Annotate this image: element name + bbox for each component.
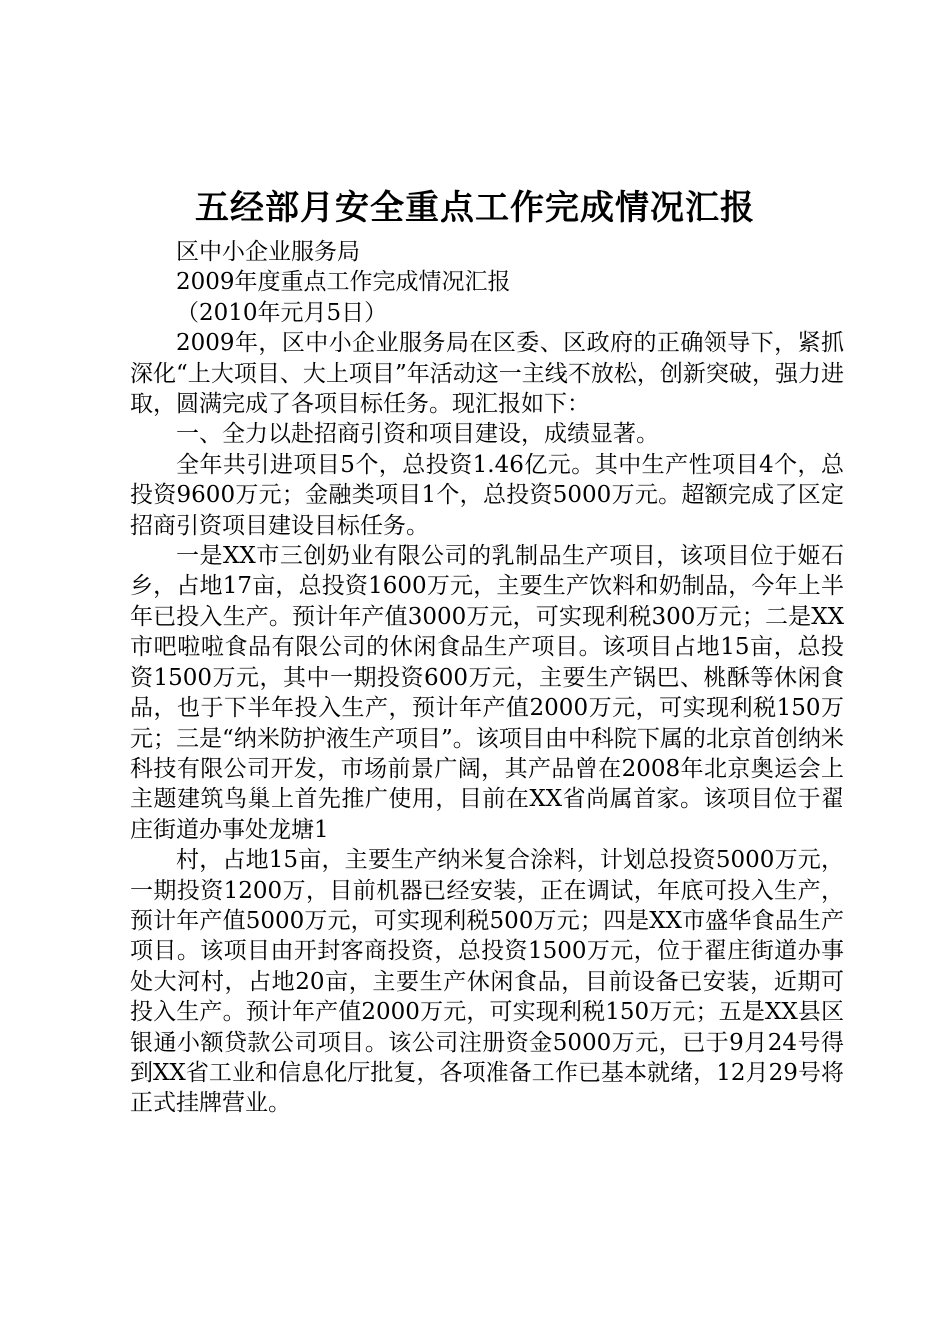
section-heading-1: 一、全力以赴招商引资和项目建设，成绩显著。 (176, 421, 659, 448)
paragraph-projects-2: 村，占地15亩，主要生产纳米复合涂料，计划总投资5000万元，一期投资1200万，目前机器已经安装，正在调试，年底可投入生产，预计年产值5000万元，可实现利税500万元；四是XX市盛华食品生产项目。该项目由开封客商投资，总投资1500万元，位于翟庄街道办事处大河村，占地20亩，主要生产休闲食品，目前设备已安装，近期可投入生产。预计年产值2000万元，可实现利税150万元；五是XX县区银通小额贷款公司项目。该公司注册资金5000万元，已于9月24号得到XX省工业和信息化厅批复，各项准备工作已基本就绪，12月29号将正式挂牌营业。 (130, 847, 844, 1117)
paragraph-report-name: 2009年度重点工作完成情况汇报 (176, 269, 511, 296)
paragraph-org: 区中小企业服务局 (176, 239, 360, 265)
paragraph-date: （2010年元月5日） (176, 299, 388, 326)
document-body (130, 237, 844, 1119)
paragraph-intro: 2009年，区中小企业服务局在区委、区政府的正确领导下，紧抓深化“上大项目、大上项目”年活动这一主线不放松，创新突破，强力进取，圆满完成了各项目标任务。现汇报如下： (130, 330, 844, 418)
paragraph-projects-1: 一是XX市三创奶业有限公司的乳制品生产项目，该项目位于姬石乡，占地17亩，总投资1600万元，主要生产饮料和奶制品，今年上半年已投入生产。预计年产值3000万元，可实现利税300万元；二是XX市吧啦啦食品有限公司的休闲食品生产项目。该项目占地15亩，总投资1500万元，其中一期投资600万元，主要生产锅巴、桃酥等休闲食品，也于下半年投入生产，预计年产值2000万元，可实现利税150万元；三是“纳米防护液生产项目”。该项目由中科院下属的北京首创纳米科技有限公司开发，市场前景广阔，其产品曾在2008年北京奥运会上主题建筑鸟巢上首先推广使用，目前在XX省尚属首家。该项目位于翟庄街道办事处龙塘1 (130, 543, 844, 843)
document-title: 五经部月安全重点工作完成情况汇报 (195, 188, 755, 228)
paragraph-summary: 全年共引进项目5个，总投资1.46亿元。其中生产性项目4个，总投资9600万元；金融类项目1个，总投资5000万元。超额完成了区定招商引资项目建设目标任务。 (130, 451, 844, 539)
